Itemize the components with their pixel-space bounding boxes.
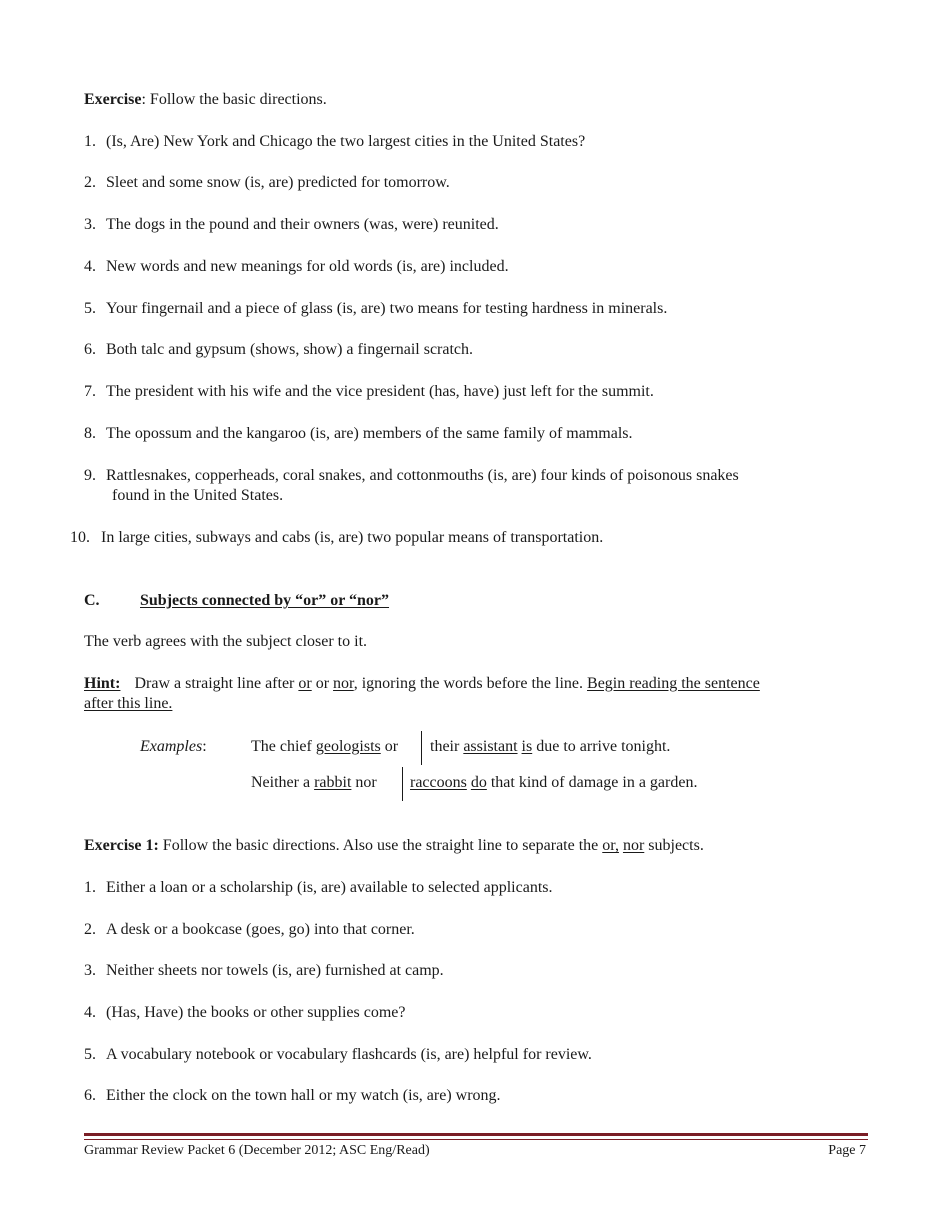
example-1-part2: their assistant is due to arrive tonight. xyxy=(430,738,671,755)
list-item: 7. The president with his wife and the vice president (has, have) just left for the summit. xyxy=(84,383,654,400)
section-letter: C. xyxy=(84,592,100,609)
example-2-part2: raccoons do that kind of damage in a garden. xyxy=(410,774,698,791)
examples-label: Examples: xyxy=(140,738,207,755)
exercise-1-heading: Exercise 1: Follow the basic directions. Also use the straight line to separate the or, nor subjects. xyxy=(84,837,704,854)
exercise-label: Exercise xyxy=(84,91,142,108)
list-item: 6. Both talc and gypsum (shows, show) a fingernail scratch. xyxy=(84,341,474,358)
list-item: 6. Either the clock on the town hall or my watch (is, are) wrong. xyxy=(84,1087,501,1104)
hint-line: Hint: Draw a straight line after or or nor, ignoring the words before the line. Begin reading the sentence xyxy=(84,675,760,692)
section-title: Subjects connected by “or” or “nor” xyxy=(140,592,390,609)
hint-label: Hint: xyxy=(84,675,121,692)
page-number: Page 7 xyxy=(828,1143,866,1158)
separator-line xyxy=(402,767,403,801)
separator-line xyxy=(421,731,422,765)
example-2-part1: Neither a rabbit nor xyxy=(251,774,377,791)
footer-rule-thick xyxy=(84,1133,868,1136)
list-item: 5. A vocabulary notebook or vocabulary flashcards (is, are) helpful for review. xyxy=(84,1046,592,1063)
list-item: 3. Neither sheets nor towels (is, are) furnished at camp. xyxy=(84,962,444,979)
footer-text: Grammar Review Packet 6 (December 2012; ASC Eng/Read) xyxy=(84,1143,430,1158)
exercise-directions: : Follow the basic directions. xyxy=(141,91,327,108)
exercise-heading xyxy=(84,90,327,110)
hint-continuation: after this line. xyxy=(84,695,173,712)
list-item: 10. In large cities, subways and cabs (is, are) two popular means of transportation. xyxy=(70,529,604,546)
example-1-part1: The chief geologists or xyxy=(251,738,399,755)
list-item: 8. The opossum and the kangaroo (is, are) members of the same family of mammals. xyxy=(84,425,633,442)
list-item: 9. Rattlesnakes, copperheads, coral snakes, and cottonmouths (is, are) four kinds of poisonous snakes xyxy=(84,467,739,484)
section-rule: The verb agrees with the subject closer to it. xyxy=(84,633,368,650)
list-item: 4. (Has, Have) the books or other supplies come? xyxy=(84,1004,406,1021)
exercise-1-label: Exercise 1: xyxy=(84,837,159,854)
list-item: 4. New words and new meanings for old words (is, are) included. xyxy=(84,258,509,275)
list-item: 1. (Is, Are) New York and Chicago the two largest cities in the United States? xyxy=(84,133,586,150)
list-item: 2. Sleet and some snow (is, are) predicted for tomorrow. xyxy=(84,174,450,191)
list-item: 1. Either a loan or a scholarship (is, are) available to selected applicants. xyxy=(84,879,553,896)
list-item: 2. A desk or a bookcase (goes, go) into that corner. xyxy=(84,921,415,938)
list-item-continuation: found in the United States. xyxy=(112,487,284,504)
footer-rule-thin xyxy=(84,1139,868,1140)
list-item: 3. The dogs in the pound and their owners (was, were) reunited. xyxy=(84,216,499,233)
list-item: 5. Your fingernail and a piece of glass (is, are) two means for testing hardness in minerals. xyxy=(84,300,668,317)
